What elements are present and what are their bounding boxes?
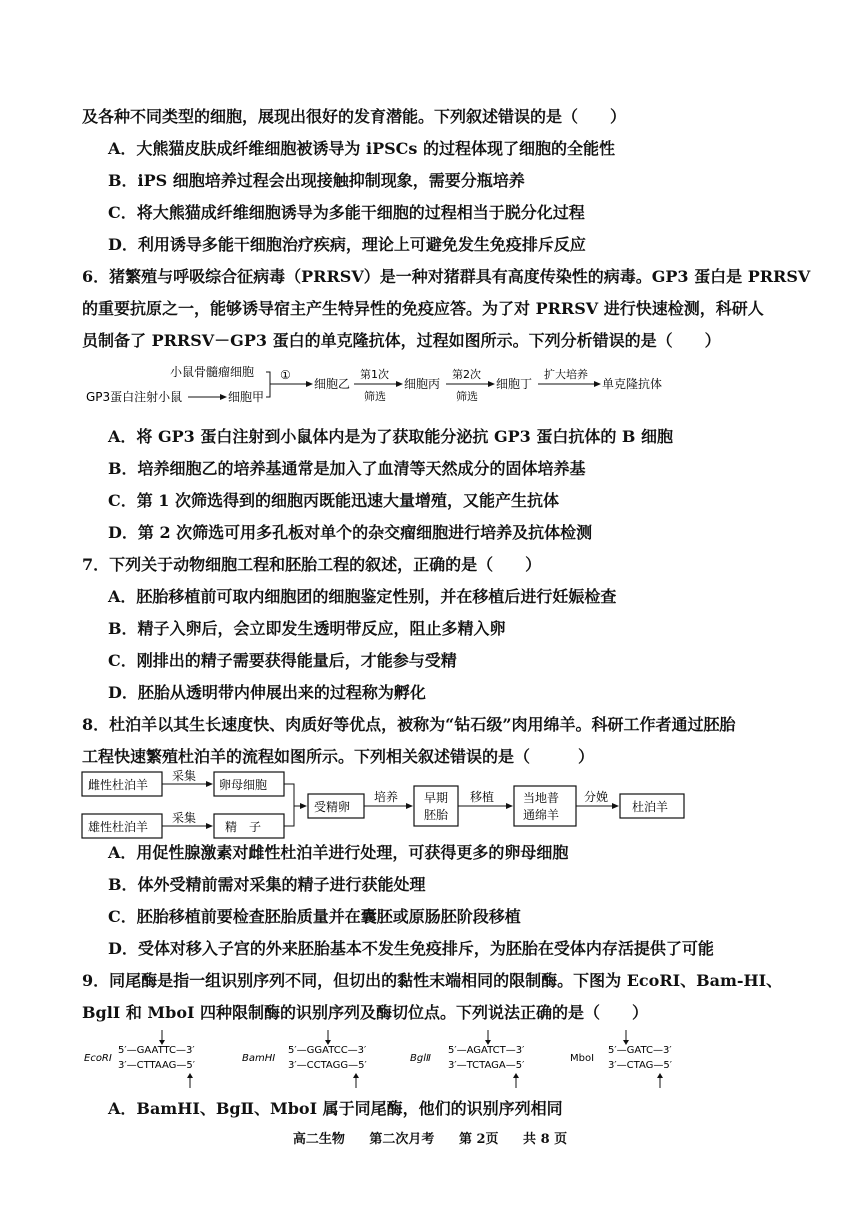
bamhi-top-strand: 5′—GGATCC—3′ [288, 1045, 367, 1056]
myeloma-label: 小鼠骨髓瘤细胞 [170, 365, 255, 379]
q7-option-c: C．刚排出的精子需要获得能量后，才能参与受精 [108, 651, 457, 670]
q7-stem: 7．下列关于动物细胞工程和胚胎工程的叙述，正确的是（ ） [82, 555, 542, 574]
q6-option-d: D．第 2 次筛选可用多孔板对单个的杂交瘤细胞进行培养及抗体检测 [108, 523, 593, 542]
q6-stem-line3: 员制备了 PRRSV－GP3 蛋白的单克隆抗体，过程如图所示。下列分析错误的是（ ） [82, 331, 721, 350]
q8-option-b: B．体外受精前需对采集的精子进行获能处理 [108, 875, 426, 894]
male-label: 雄性杜泊羊 [88, 820, 149, 834]
bglii-bottom-strand: 3′—TCTAGA—5′ [448, 1060, 525, 1071]
sperm-label: 精 子 [225, 820, 262, 834]
female-label: 雌性杜泊羊 [88, 778, 149, 792]
merge-bracket [284, 784, 294, 826]
q8-stem-line1: 8．杜泊羊以其生长速度快、肉质好等优点，被称为“钻石级”肉用绵羊。科研工作者通过胚胎 [82, 715, 736, 734]
birth-label: 分娩 [584, 790, 609, 804]
footer-exam: 第二次月考 [369, 1132, 435, 1147]
screen1-top-label: 第1次 [360, 368, 389, 381]
q5-stem: 及各种不同类型的细胞，展现出很好的发育潜能。下列叙述错误的是（ ） [82, 107, 627, 126]
antibody-flow-diagram [80, 362, 700, 410]
q6-option-c: C．第 1 次筛选得到的细胞丙既能迅速大量增殖，又能产生抗体 [108, 491, 560, 510]
q5-option-c: C．将大熊猫成纤维细胞诱导为多能干细胞的过程相当于脱分化过程 [108, 203, 585, 222]
zygote-label: 受精卵 [314, 800, 351, 814]
q7-option-b: B．精子入卵后，会立即发生透明带反应，阻止多精入卵 [108, 619, 506, 638]
early-embryo-line2: 胚胎 [424, 808, 449, 822]
expand-label: 扩大培养 [544, 368, 588, 381]
enzyme-sites-diagram [80, 1028, 720, 1092]
cell-a-label: 细胞甲 [228, 390, 265, 404]
screen2-top-label: 第2次 [452, 368, 481, 381]
q7-option-a: A．胚胎移植前可取内细胞团的细胞鉴定性别，并在移植后进行妊娠检查 [108, 587, 617, 606]
oocyte-label: 卵母细胞 [219, 778, 268, 792]
footer-page: 第 2页 [458, 1132, 499, 1147]
transfer-label: 移植 [470, 790, 495, 804]
result-label: 杜泊羊 [632, 800, 669, 814]
antibody-label: 单克隆抗体 [602, 377, 663, 391]
step-1-label: ① [280, 368, 291, 382]
cell-b-label: 细胞乙 [314, 377, 351, 391]
q5-option-d: D．利用诱导多能干细胞治疗疾病，理论上可避免发生免疫排斥反应 [108, 235, 586, 254]
page-footer [0, 1128, 860, 1147]
q7-option-d: D．胚胎从透明带内伸展出来的过程称为孵化 [108, 683, 426, 702]
q6-option-a: A．将 GP3 蛋白注射到小鼠体内是为了获取能分泌抗 GP3 蛋白抗体的 B 细胞 [108, 427, 674, 446]
early-embryo-line1: 早期 [424, 791, 449, 805]
q9-option-a: A．BamHI、BgⅡ、MboI 属于同尾酶，他们的识别序列相同 [108, 1099, 563, 1118]
bamhi-bottom-arrowhead [353, 1073, 359, 1078]
q9-stem-line2: BglI 和 MboI 四种限制酶的识别序列及酶切位点。下列说法正确的是（ ） [82, 1003, 649, 1022]
ecori-top-strand: 5′—GAATTC—3′ [118, 1045, 195, 1056]
merge-bracket [266, 372, 270, 397]
cell-c-label: 细胞丙 [404, 377, 441, 391]
mboi-site [570, 1030, 673, 1088]
collect2-label: 采集 [172, 811, 197, 825]
q5-option-b: B．iPS 细胞培养过程会出现接触抑制现象，需要分瓶培养 [108, 171, 525, 190]
bglii-name: BglⅡ [410, 1053, 431, 1064]
ecori-site [84, 1030, 196, 1088]
q8-option-d: D．受体对移入子宫的外来胚胎基本不发生免疫排斥，为胚胎在受体内存活提供了可能 [108, 939, 714, 958]
q6-option-b: B．培养细胞乙的培养基通常是加入了血清等天然成分的固体培养基 [108, 459, 586, 478]
mboi-bottom-arrowhead [657, 1073, 663, 1078]
screen2-bottom-label: 筛选 [456, 390, 478, 403]
q8-option-a: A．用促性腺激素对雌性杜泊羊进行处理，可获得更多的卵母细胞 [108, 843, 569, 862]
footer-subject: 高二生物 [292, 1132, 345, 1147]
footer-total: 共 8 页 [523, 1132, 568, 1147]
local-sheep-line2: 通绵羊 [523, 808, 560, 822]
bamhi-name: BamHⅠ [242, 1053, 276, 1064]
cell-d-label: 细胞丁 [496, 377, 533, 391]
q8-stem-line2: 工程快速繁殖杜泊羊的流程如图所示。下列相关叙述错误的是（ ） [82, 747, 595, 766]
mboi-name: MboⅠ [570, 1053, 595, 1064]
mboi-top-strand: 5′—GATC—3′ [608, 1045, 672, 1056]
ecori-bottom-strand: 3′—CTTAAG—5′ [118, 1060, 196, 1071]
q6-stem-line2: 的重要抗原之一，能够诱导宿主产生特异性的免疫应答。为了对 PRRSV 进行快速检测，科研人 [82, 299, 764, 318]
mboi-bottom-strand: 3′—CTAG—5′ [608, 1060, 672, 1071]
bglii-site [410, 1030, 525, 1088]
bglii-bottom-arrowhead [513, 1073, 519, 1078]
collect1-label: 采集 [172, 769, 197, 783]
q5-option-a: A．大熊猫皮肤成纤维细胞被诱导为 iPSCs 的过程体现了细胞的全能性 [108, 139, 615, 158]
culture-label: 培养 [374, 790, 399, 804]
inject-label: GP3蛋白注射小鼠 [86, 390, 183, 404]
q8-option-c: C．胚胎移植前要检查胚胎质量并在囊胚或原肠胚阶段移植 [108, 907, 521, 926]
q9-stem-line1: 9．同尾酶是指一组识别序列不同，但切出的黏性末端相同的限制酶。下图为 EcoRI、Bam-HI、 [82, 971, 783, 990]
ecori-name: EcoRⅠ [84, 1053, 112, 1064]
local-sheep-line1: 当地普 [523, 791, 560, 805]
bamhi-site [242, 1030, 367, 1088]
screen1-bottom-label: 筛选 [364, 390, 386, 403]
bglii-top-strand: 5′—AGATCT—3′ [448, 1045, 525, 1056]
q6-stem-line1: 6．猪繁殖与呼吸综合征病毒（PRRSV）是一种对猪群具有高度传染性的病毒。GP3 蛋白是 PRRSV [82, 267, 811, 286]
bamhi-bottom-strand: 3′—CCTAGG—5′ [288, 1060, 367, 1071]
ecori-bottom-arrowhead [187, 1073, 193, 1078]
embryo-flow-diagram [80, 768, 720, 844]
